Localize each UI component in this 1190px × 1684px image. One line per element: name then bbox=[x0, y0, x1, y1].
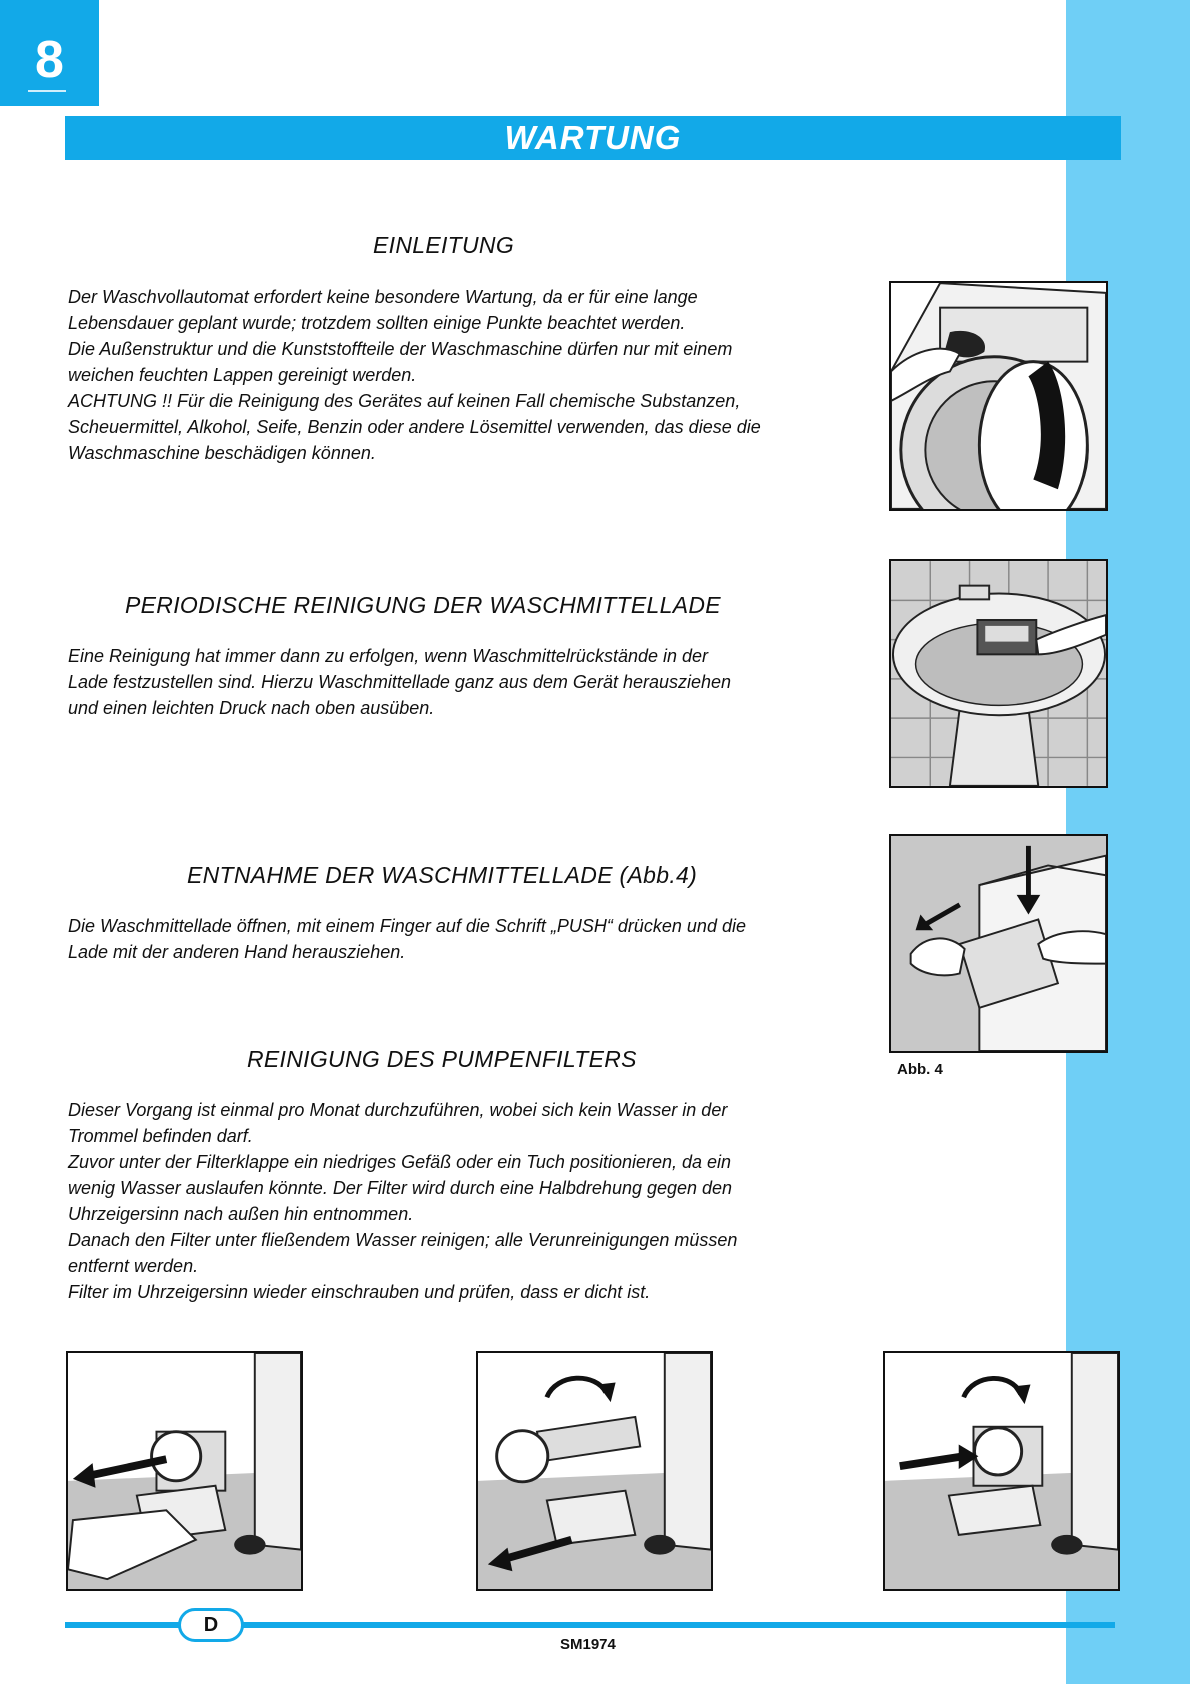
illustration-filter-step-3 bbox=[883, 1351, 1120, 1591]
page-number-badge bbox=[0, 0, 99, 106]
page-number: 8 bbox=[35, 31, 64, 89]
illustration-filter-step-1 bbox=[66, 1351, 303, 1591]
text-line: Lade festzustellen sind. Hierzu Waschmittellade ganz aus dem Gerät herausziehen bbox=[68, 672, 732, 692]
section-title-periodisch: PERIODISCHE REINIGUNG DER WASCHMITTELLADE bbox=[125, 592, 721, 618]
page-title: WARTUNG bbox=[504, 119, 682, 156]
section-title-entnahme: ENTNAHME DER WASCHMITTELLADE (Abb.4) bbox=[187, 862, 698, 888]
page-number-underline bbox=[28, 90, 66, 92]
language-code: D bbox=[203, 1614, 219, 1636]
text-line: wenig Wasser auslaufen könnte. Der Filter wird durch eine Halbdrehung gegen den bbox=[68, 1178, 733, 1198]
text-line: weichen feuchten Lappen gereinigt werden. bbox=[68, 365, 417, 385]
paragraph-periodisch bbox=[68, 643, 848, 721]
text-line: Scheuermittel, Alkohol, Seife, Benzin oder andere Lösemittel verwenden, das diese die bbox=[68, 417, 761, 437]
text-line: entfernt werden. bbox=[68, 1256, 199, 1276]
text-line: Waschmaschine beschädigen können. bbox=[68, 443, 376, 463]
illustration-wiping-machine bbox=[889, 281, 1108, 511]
figure-caption-abb4: Abb. 4 bbox=[897, 1061, 943, 1078]
text-line: Trommel befinden darf. bbox=[68, 1126, 253, 1146]
text-line: Danach den Filter unter fließendem Wasser reinigen; alle Verunreinigungen müssen bbox=[68, 1230, 738, 1250]
document-code: SM1974 bbox=[560, 1636, 616, 1653]
page-title-bar bbox=[65, 116, 1121, 160]
text-line: Eine Reinigung hat immer dann zu erfolgen, wenn Waschmittelrückstände in der bbox=[68, 646, 709, 666]
section-title-einleitung: EINLEITUNG bbox=[373, 232, 515, 258]
text-line: Die Waschmittellade öffnen, mit einem Finger auf die Schrift „PUSH“ drücken und die bbox=[68, 916, 746, 936]
illustration-abb4-drawer-removal bbox=[889, 834, 1108, 1053]
illustration-filter-step-2 bbox=[476, 1351, 713, 1591]
paragraph-einleitung bbox=[68, 284, 848, 466]
text-line: Die Außenstruktur und die Kunststoffteile der Waschmaschine dürfen nur mit einem bbox=[68, 339, 733, 359]
text-line: Lebensdauer geplant wurde; trotzdem sollten einige Punkte beachtet werden. bbox=[68, 313, 686, 333]
text-line: Lade mit der anderen Hand herausziehen. bbox=[68, 942, 406, 962]
paragraph-pumpenfilter bbox=[68, 1097, 848, 1305]
text-line: ACHTUNG !! Für die Reinigung des Gerätes auf keinen Fall chemische Substanzen, bbox=[68, 391, 741, 411]
text-line: und einen leichten Druck nach oben ausüben. bbox=[68, 698, 435, 718]
text-line: Der Waschvollautomat erfordert keine besondere Wartung, da er für eine lange bbox=[68, 287, 698, 307]
text-line: Dieser Vorgang ist einmal pro Monat durchzuführen, wobei sich kein Wasser in der bbox=[68, 1100, 728, 1120]
text-line: Filter im Uhrzeigersinn wieder einschrauben und prüfen, dass er dicht ist. bbox=[68, 1282, 651, 1302]
paragraph-entnahme bbox=[68, 913, 848, 965]
language-badge bbox=[178, 1608, 244, 1642]
section-title-pumpenfilter: REINIGUNG DES PUMPENFILTERS bbox=[247, 1046, 637, 1072]
text-line: Uhrzeigersinn nach außen hin entnommen. bbox=[68, 1204, 414, 1224]
text-line: Zuvor unter der Filterklappe ein niedriges Gefäß oder ein Tuch positionieren, da ein bbox=[68, 1152, 732, 1172]
illustration-drawer-sink bbox=[889, 559, 1108, 788]
